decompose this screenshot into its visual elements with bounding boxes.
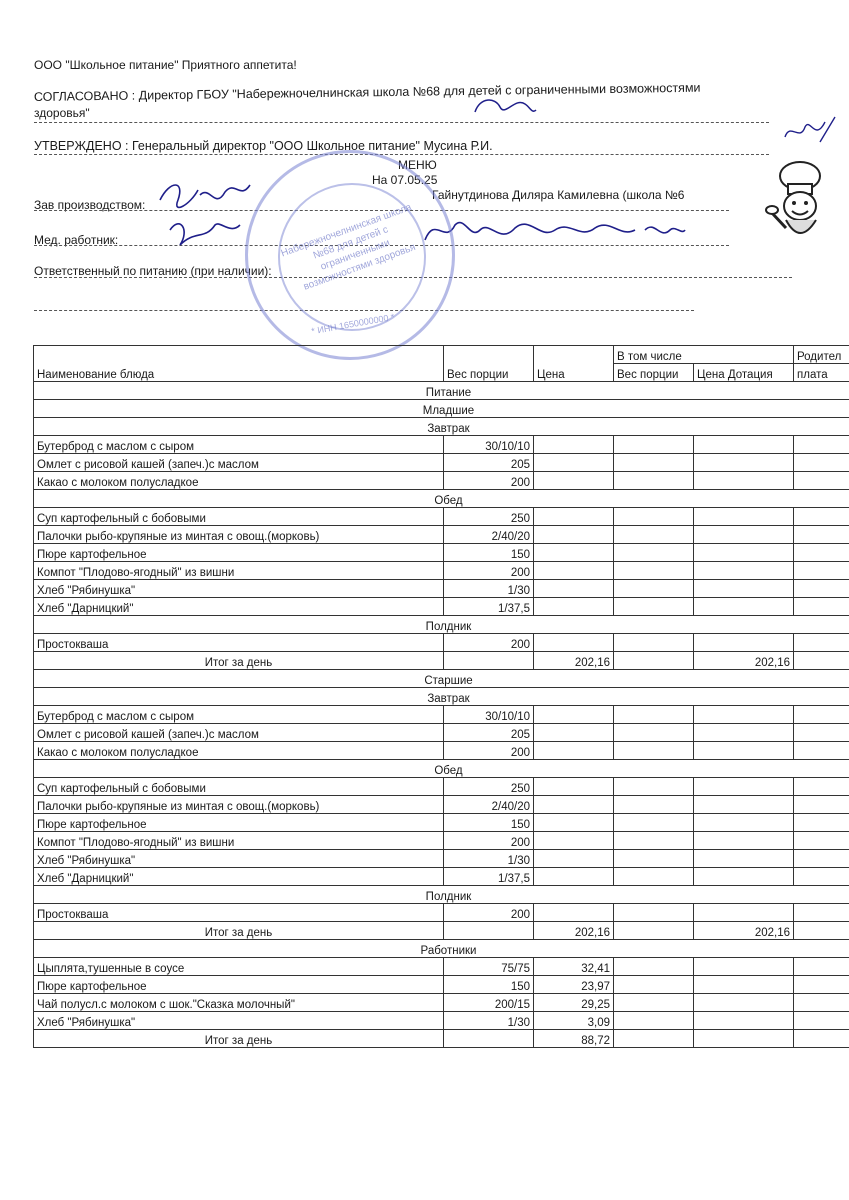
- medic-label: Мед. работник:: [34, 233, 119, 247]
- table-row: [34, 544, 849, 562]
- col-price-header: Цена: [534, 346, 614, 382]
- table-row: [34, 814, 849, 832]
- meal-row: [34, 886, 849, 904]
- dish-weight: 250: [444, 778, 534, 796]
- meal-row: [34, 688, 849, 706]
- table-row: [34, 454, 849, 472]
- dish-name: Хлеб "Дарницкий": [34, 868, 444, 886]
- dish-price: 3,09: [534, 1012, 614, 1030]
- dish-weight: 2/40/20: [444, 796, 534, 814]
- dish-weight: 1/37,5: [444, 868, 534, 886]
- dish-weight: 1/37,5: [444, 598, 534, 616]
- meal-row: [34, 490, 849, 508]
- table-row: [34, 742, 849, 760]
- table-row: [34, 580, 849, 598]
- meal-row: [34, 760, 849, 778]
- table-row: [34, 526, 849, 544]
- col-parent-header: Родител: [794, 346, 849, 364]
- meal-row: [34, 616, 849, 634]
- total-label: Итог за день: [34, 922, 444, 940]
- dish-name: Хлеб "Рябинушка": [34, 1012, 444, 1030]
- senior-lunch: Обед: [34, 760, 849, 778]
- col-name-header: Наименование блюда: [34, 346, 444, 382]
- divider: [34, 122, 769, 123]
- dish-name: Какао с молоком полусладкое: [34, 742, 444, 760]
- dish-weight: 1/30: [444, 1012, 534, 1030]
- dish-weight: 150: [444, 976, 534, 994]
- table-row: [34, 958, 849, 976]
- dish-name: Компот "Плодово-ягодный" из вишни: [34, 832, 444, 850]
- medic-signature: [420, 210, 690, 255]
- total-label: Итог за день: [34, 1030, 444, 1048]
- table-row: [34, 436, 849, 454]
- dish-weight: 205: [444, 454, 534, 472]
- dish-weight: 75/75: [444, 958, 534, 976]
- dish-weight: 200: [444, 562, 534, 580]
- stamp-inn: * ИНН 1650000000 *: [310, 311, 396, 337]
- table-row: [34, 778, 849, 796]
- table-row: [34, 472, 849, 490]
- approved-line-2: здоровья": [34, 106, 90, 120]
- menu-date: На 07.05.25: [372, 173, 438, 187]
- table-row: [34, 724, 849, 742]
- meal-row: [34, 418, 849, 436]
- dish-name: Омлет с рисовой кашей (запеч.)с маслом: [34, 454, 444, 472]
- table-row: [34, 508, 849, 526]
- dish-weight: 205: [444, 724, 534, 742]
- table-row: [34, 868, 849, 886]
- junior-breakfast: Завтрак: [34, 418, 849, 436]
- dish-name: Бутерброд с маслом с сыром: [34, 436, 444, 454]
- dish-name: Хлеб "Рябинушка": [34, 850, 444, 868]
- dish-name: Простокваша: [34, 634, 444, 652]
- director-signature: [470, 92, 540, 122]
- production-head-label: Зав производством:: [34, 198, 146, 212]
- dish-price: 32,41: [534, 958, 614, 976]
- dish-name: Палочки рыбо-крупяные из минтая с овощ.(морковь): [34, 526, 444, 544]
- stamp-text: Набережночелнинская школа №68 для детей с ограниченными возможностями здоровья: [279, 201, 418, 293]
- section-senior: Старшие: [34, 670, 849, 688]
- section-row: [34, 382, 849, 400]
- dish-weight: 30/10/10: [444, 436, 534, 454]
- menu-table: [33, 345, 849, 1048]
- dish-weight: 200: [444, 832, 534, 850]
- dish-weight: 200: [444, 742, 534, 760]
- dish-weight: 200: [444, 904, 534, 922]
- total-price: 202,16: [534, 922, 614, 940]
- dish-weight: 2/40/20: [444, 526, 534, 544]
- dish-weight: 200: [444, 472, 534, 490]
- col-inc-price-header: Цена Дотация: [694, 364, 794, 382]
- junior-snack: Полдник: [34, 616, 849, 634]
- dish-weight: 1/30: [444, 850, 534, 868]
- table-row: [34, 634, 849, 652]
- col-including-header: В том числе: [614, 346, 794, 364]
- section-row: [34, 400, 849, 418]
- dish-name: Суп картофельный с бобовыми: [34, 778, 444, 796]
- dish-name: Компот "Плодово-ягодный" из вишни: [34, 562, 444, 580]
- confirmed-line: УТВЕРЖДЕНО : Генеральный директор "ООО Школьное питание" Мусина Р.И.: [34, 139, 493, 153]
- dish-name: Пюре картофельное: [34, 976, 444, 994]
- total-row: [34, 652, 849, 670]
- dish-name: Омлет с рисовой кашей (запеч.)с маслом: [34, 724, 444, 742]
- total-price: 88,72: [534, 1030, 614, 1048]
- table-row: [34, 1012, 849, 1030]
- table-row: [34, 562, 849, 580]
- junior-lunch: Обед: [34, 490, 849, 508]
- table-row: [34, 598, 849, 616]
- section-row: [34, 670, 849, 688]
- dish-name: Чай полусл.с молоком с шок."Сказка молочный": [34, 994, 444, 1012]
- dish-name: Цыплята,тушенные в соусе: [34, 958, 444, 976]
- dish-name: Пюре картофельное: [34, 544, 444, 562]
- table-row: [34, 994, 849, 1012]
- table-header-row: [34, 346, 849, 364]
- total-row: [34, 1030, 849, 1048]
- total-subsidy: 202,16: [694, 922, 794, 940]
- dish-name: Палочки рыбо-крупяные из минтая с овощ.(морковь): [34, 796, 444, 814]
- total-subsidy: 202,16: [694, 652, 794, 670]
- dish-name: Бутерброд с маслом с сыром: [34, 706, 444, 724]
- dish-weight: 150: [444, 814, 534, 832]
- director-mark: [780, 112, 840, 152]
- total-price: 202,16: [534, 652, 614, 670]
- col-weight-header: Вес порции: [444, 346, 534, 382]
- section-junior: Младшие: [34, 400, 849, 418]
- dish-name: Суп картофельный с бобовыми: [34, 508, 444, 526]
- menu-title: МЕНЮ: [398, 158, 437, 172]
- company-line: ООО "Школьное питание" Приятного аппетита!: [34, 58, 297, 72]
- dish-weight: 30/10/10: [444, 706, 534, 724]
- col-inc-weight-header: Вес порции: [614, 364, 694, 382]
- dish-name: Какао с молоком полусладкое: [34, 472, 444, 490]
- approved-line: СОГЛАСОВАНО : Директор ГБОУ "Набережночелнинская школа №68 для детей с ограниченными возможностями: [33, 80, 701, 104]
- table-row: [34, 832, 849, 850]
- table-row: [34, 796, 849, 814]
- dish-name: Хлеб "Дарницкий": [34, 598, 444, 616]
- dish-price: 23,97: [534, 976, 614, 994]
- section-row: [34, 940, 849, 958]
- section-main: Питание: [34, 382, 849, 400]
- dish-price: 29,25: [534, 994, 614, 1012]
- dish-name: Пюре картофельное: [34, 814, 444, 832]
- dish-weight: 200/15: [444, 994, 534, 1012]
- dish-weight: 250: [444, 508, 534, 526]
- dish-name: Простокваша: [34, 904, 444, 922]
- dish-name: Хлеб "Рябинушка": [34, 580, 444, 598]
- responsible-label: Ответственный по питанию (при наличии):: [34, 264, 272, 278]
- table-row: [34, 850, 849, 868]
- col-parent-header-2: плата: [794, 364, 849, 382]
- divider: [34, 154, 769, 155]
- table-row: [34, 904, 849, 922]
- dish-weight: 200: [444, 634, 534, 652]
- total-label: Итог за день: [34, 652, 444, 670]
- table-row: [34, 706, 849, 724]
- senior-breakfast: Завтрак: [34, 688, 849, 706]
- production-head-name: Гайнутдинова Диляра Камилевна (школа №6: [432, 188, 685, 202]
- dish-weight: 1/30: [444, 580, 534, 598]
- table-row: [34, 976, 849, 994]
- dish-weight: 150: [444, 544, 534, 562]
- chef-logo-icon: [762, 158, 832, 248]
- total-row: [34, 922, 849, 940]
- section-workers: Работники: [34, 940, 849, 958]
- senior-snack: Полдник: [34, 886, 849, 904]
- organization-stamp: [245, 150, 455, 360]
